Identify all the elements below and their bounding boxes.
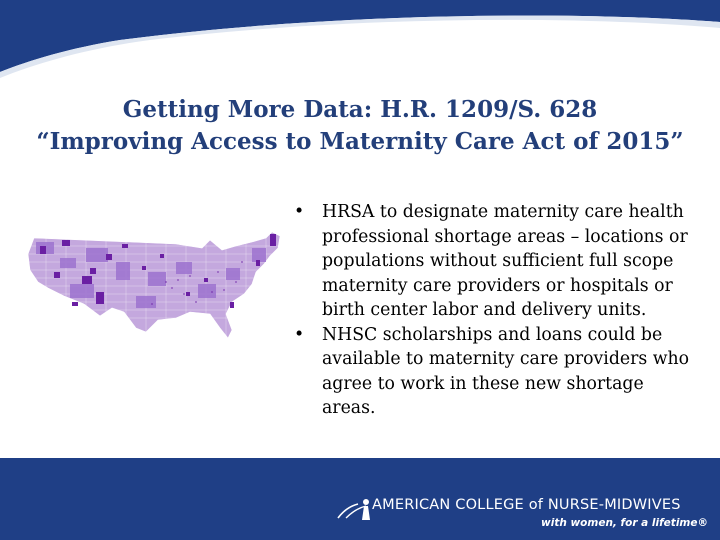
title-line-1: Getting More Data: H.R. 1209/S. 628: [122, 96, 598, 123]
bullet-marker: •: [294, 202, 305, 222]
us-county-map: [26, 232, 294, 342]
title-line-2: “Improving Access to Maternity Care Act of 2015”: [36, 128, 684, 155]
bullet-text: HRSA to designate maternity care health professional shortage areas – locations or populations without sufficient full scope maternity care providers or hospitals or birth center labor and delivery units.: [322, 202, 688, 320]
acnm-logo-icon: [336, 496, 376, 522]
slide-title: [0, 94, 720, 158]
bullet-text: NHSC scholarships and loans could be available to maternity care providers who agree to work in these new shortage areas.: [322, 324, 690, 418]
top-wave-band: [0, 0, 720, 100]
organization-name: AMERICAN COLLEGE of NURSE-MIDWIVES: [372, 497, 681, 513]
bullet-item: [292, 200, 702, 323]
bullet-list: [292, 200, 702, 421]
organization-tagline: with women, for a lifetime®: [541, 517, 708, 529]
bullet-marker: •: [294, 324, 305, 345]
bullet-item: [292, 323, 702, 421]
